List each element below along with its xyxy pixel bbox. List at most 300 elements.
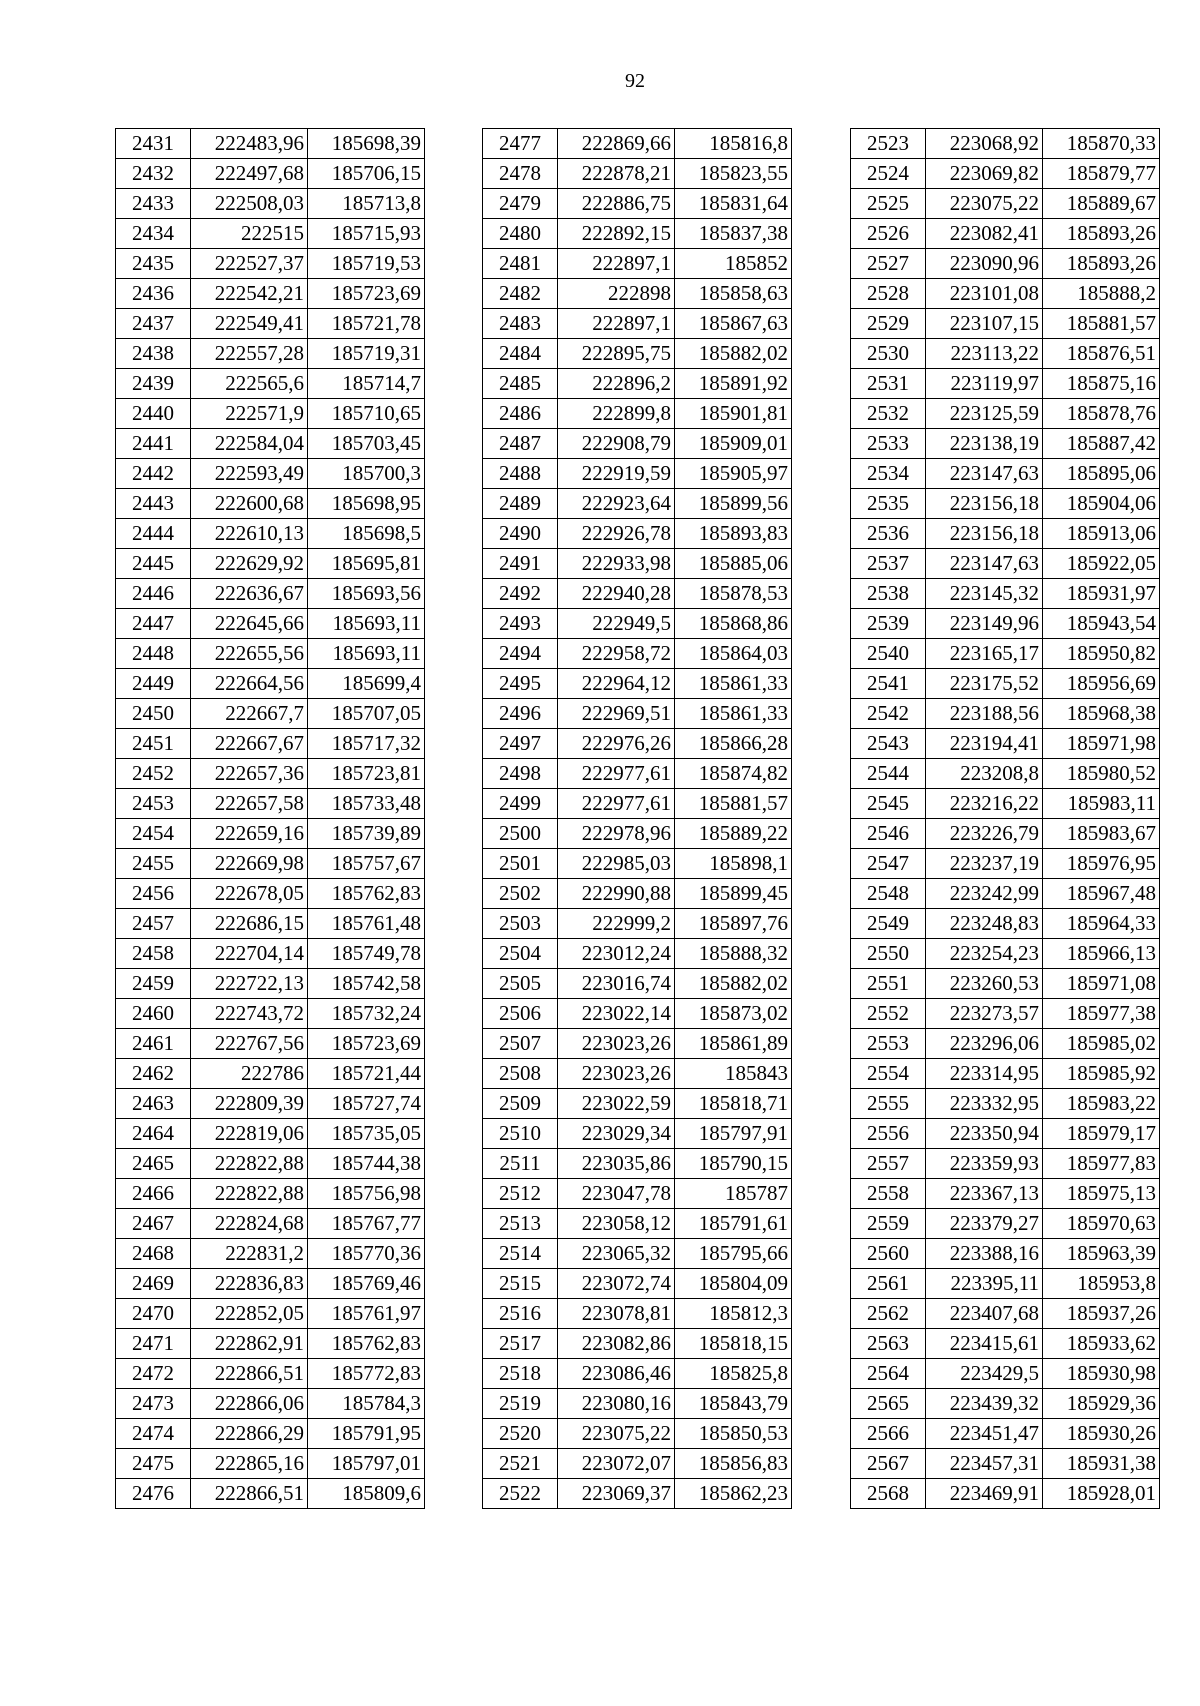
x-coordinate-cell: 223029,34 bbox=[558, 1119, 675, 1149]
x-coordinate-cell: 223016,74 bbox=[558, 969, 675, 999]
x-coordinate-cell: 223359,93 bbox=[926, 1149, 1043, 1179]
y-coordinate-cell: 185943,54 bbox=[1043, 609, 1160, 639]
x-coordinate-cell: 222527,37 bbox=[191, 249, 308, 279]
x-coordinate-cell: 223395,11 bbox=[926, 1269, 1043, 1299]
y-coordinate-cell: 185895,06 bbox=[1043, 459, 1160, 489]
point-number-cell: 2458 bbox=[116, 939, 191, 969]
y-coordinate-cell: 185966,13 bbox=[1043, 939, 1160, 969]
table-row bbox=[116, 609, 425, 639]
x-coordinate-cell: 223194,41 bbox=[926, 729, 1043, 759]
x-coordinate-cell: 223082,41 bbox=[926, 219, 1043, 249]
x-coordinate-cell: 222822,88 bbox=[191, 1149, 308, 1179]
point-number-cell: 2556 bbox=[851, 1119, 926, 1149]
x-coordinate-cell: 222483,96 bbox=[191, 129, 308, 159]
y-coordinate-cell: 185887,42 bbox=[1043, 429, 1160, 459]
point-number-cell: 2460 bbox=[116, 999, 191, 1029]
x-coordinate-cell: 222686,15 bbox=[191, 909, 308, 939]
y-coordinate-cell: 185899,56 bbox=[675, 489, 792, 519]
y-coordinate-cell: 185953,8 bbox=[1043, 1269, 1160, 1299]
y-coordinate-cell: 185812,3 bbox=[675, 1299, 792, 1329]
y-coordinate-cell: 185698,39 bbox=[308, 129, 425, 159]
y-coordinate-cell: 185963,39 bbox=[1043, 1239, 1160, 1269]
x-coordinate-cell: 222933,98 bbox=[558, 549, 675, 579]
y-coordinate-cell: 185893,26 bbox=[1043, 249, 1160, 279]
table-row bbox=[483, 729, 792, 759]
table-row bbox=[851, 519, 1160, 549]
y-coordinate-cell: 185964,33 bbox=[1043, 909, 1160, 939]
point-number-cell: 2502 bbox=[483, 879, 558, 909]
table-row bbox=[483, 279, 792, 309]
point-number-cell: 2505 bbox=[483, 969, 558, 999]
point-number-cell: 2489 bbox=[483, 489, 558, 519]
y-coordinate-cell: 185733,48 bbox=[308, 789, 425, 819]
point-number-cell: 2504 bbox=[483, 939, 558, 969]
point-number-cell: 2526 bbox=[851, 219, 926, 249]
table-row bbox=[116, 939, 425, 969]
y-coordinate-cell: 185770,36 bbox=[308, 1239, 425, 1269]
point-number-cell: 2496 bbox=[483, 699, 558, 729]
table-row bbox=[483, 579, 792, 609]
x-coordinate-cell: 222722,13 bbox=[191, 969, 308, 999]
point-number-cell: 2515 bbox=[483, 1269, 558, 1299]
x-coordinate-cell: 222515 bbox=[191, 219, 308, 249]
y-coordinate-cell: 185698,5 bbox=[308, 519, 425, 549]
table-row bbox=[116, 1329, 425, 1359]
x-coordinate-cell: 222667,67 bbox=[191, 729, 308, 759]
point-number-cell: 2534 bbox=[851, 459, 926, 489]
x-coordinate-cell: 222878,21 bbox=[558, 159, 675, 189]
point-number-cell: 2442 bbox=[116, 459, 191, 489]
x-coordinate-cell: 223090,96 bbox=[926, 249, 1043, 279]
table-row bbox=[116, 459, 425, 489]
table-row bbox=[851, 969, 1160, 999]
table-row bbox=[483, 819, 792, 849]
page-number: 92 bbox=[625, 70, 645, 92]
table-row bbox=[851, 639, 1160, 669]
y-coordinate-cell: 185710,65 bbox=[308, 399, 425, 429]
y-coordinate-cell: 185713,8 bbox=[308, 189, 425, 219]
table-row bbox=[483, 669, 792, 699]
x-coordinate-cell: 223101,08 bbox=[926, 279, 1043, 309]
y-coordinate-cell: 185717,32 bbox=[308, 729, 425, 759]
table-row bbox=[851, 759, 1160, 789]
point-number-cell: 2456 bbox=[116, 879, 191, 909]
y-coordinate-cell: 185928,01 bbox=[1043, 1479, 1160, 1509]
x-coordinate-cell: 222862,91 bbox=[191, 1329, 308, 1359]
point-number-cell: 2485 bbox=[483, 369, 558, 399]
point-number-cell: 2448 bbox=[116, 639, 191, 669]
y-coordinate-cell: 185757,67 bbox=[308, 849, 425, 879]
table-row bbox=[116, 1119, 425, 1149]
point-number-cell: 2566 bbox=[851, 1419, 926, 1449]
point-number-cell: 2482 bbox=[483, 279, 558, 309]
x-coordinate-cell: 223065,32 bbox=[558, 1239, 675, 1269]
point-number-cell: 2454 bbox=[116, 819, 191, 849]
y-coordinate-cell: 185698,95 bbox=[308, 489, 425, 519]
point-number-cell: 2531 bbox=[851, 369, 926, 399]
point-number-cell: 2465 bbox=[116, 1149, 191, 1179]
table-row bbox=[483, 1029, 792, 1059]
point-number-cell: 2567 bbox=[851, 1449, 926, 1479]
x-coordinate-cell: 222923,64 bbox=[558, 489, 675, 519]
y-coordinate-cell: 185727,74 bbox=[308, 1089, 425, 1119]
y-coordinate-cell: 185825,8 bbox=[675, 1359, 792, 1389]
table-row bbox=[483, 909, 792, 939]
x-coordinate-cell: 222919,59 bbox=[558, 459, 675, 489]
table-row bbox=[851, 429, 1160, 459]
y-coordinate-cell: 185876,51 bbox=[1043, 339, 1160, 369]
point-number-cell: 2535 bbox=[851, 489, 926, 519]
y-coordinate-cell: 185862,23 bbox=[675, 1479, 792, 1509]
table-row bbox=[116, 369, 425, 399]
table-row bbox=[851, 1389, 1160, 1419]
point-number-cell: 2435 bbox=[116, 249, 191, 279]
point-number-cell: 2469 bbox=[116, 1269, 191, 1299]
x-coordinate-cell: 222657,36 bbox=[191, 759, 308, 789]
point-number-cell: 2533 bbox=[851, 429, 926, 459]
y-coordinate-cell: 185870,33 bbox=[1043, 129, 1160, 159]
y-coordinate-cell: 185852 bbox=[675, 249, 792, 279]
x-coordinate-cell: 223237,19 bbox=[926, 849, 1043, 879]
x-coordinate-cell: 222655,56 bbox=[191, 639, 308, 669]
x-coordinate-cell: 222896,2 bbox=[558, 369, 675, 399]
point-number-cell: 2511 bbox=[483, 1149, 558, 1179]
point-number-cell: 2487 bbox=[483, 429, 558, 459]
table-row bbox=[116, 129, 425, 159]
y-coordinate-cell: 185850,53 bbox=[675, 1419, 792, 1449]
y-coordinate-cell: 185756,98 bbox=[308, 1179, 425, 1209]
x-coordinate-cell: 222964,12 bbox=[558, 669, 675, 699]
table-row bbox=[116, 849, 425, 879]
x-coordinate-cell: 223119,97 bbox=[926, 369, 1043, 399]
x-coordinate-cell: 222866,29 bbox=[191, 1419, 308, 1449]
y-coordinate-cell: 185983,22 bbox=[1043, 1089, 1160, 1119]
coordinates-table-2 bbox=[482, 128, 792, 1509]
y-coordinate-cell: 185761,48 bbox=[308, 909, 425, 939]
x-coordinate-cell: 222976,26 bbox=[558, 729, 675, 759]
y-coordinate-cell: 185983,11 bbox=[1043, 789, 1160, 819]
point-number-cell: 2548 bbox=[851, 879, 926, 909]
y-coordinate-cell: 185739,89 bbox=[308, 819, 425, 849]
table-row bbox=[116, 159, 425, 189]
table-row bbox=[851, 1209, 1160, 1239]
y-coordinate-cell: 185867,63 bbox=[675, 309, 792, 339]
y-coordinate-cell: 185795,66 bbox=[675, 1239, 792, 1269]
point-number-cell: 2474 bbox=[116, 1419, 191, 1449]
point-number-cell: 2508 bbox=[483, 1059, 558, 1089]
table-row bbox=[483, 309, 792, 339]
point-number-cell: 2481 bbox=[483, 249, 558, 279]
y-coordinate-cell: 185930,98 bbox=[1043, 1359, 1160, 1389]
point-number-cell: 2473 bbox=[116, 1389, 191, 1419]
x-coordinate-cell: 223273,57 bbox=[926, 999, 1043, 1029]
table-row bbox=[116, 1089, 425, 1119]
x-coordinate-cell: 222969,51 bbox=[558, 699, 675, 729]
y-coordinate-cell: 185714,7 bbox=[308, 369, 425, 399]
x-coordinate-cell: 223125,59 bbox=[926, 399, 1043, 429]
x-coordinate-cell: 223457,31 bbox=[926, 1449, 1043, 1479]
point-number-cell: 2512 bbox=[483, 1179, 558, 1209]
x-coordinate-cell: 223072,74 bbox=[558, 1269, 675, 1299]
x-coordinate-cell: 223113,22 bbox=[926, 339, 1043, 369]
table-row bbox=[116, 1179, 425, 1209]
x-coordinate-cell: 223175,52 bbox=[926, 669, 1043, 699]
point-number-cell: 2493 bbox=[483, 609, 558, 639]
x-coordinate-cell: 223080,16 bbox=[558, 1389, 675, 1419]
table-row bbox=[483, 1179, 792, 1209]
table-row bbox=[116, 1269, 425, 1299]
y-coordinate-cell: 185967,48 bbox=[1043, 879, 1160, 909]
table-row bbox=[483, 1089, 792, 1119]
point-number-cell: 2433 bbox=[116, 189, 191, 219]
y-coordinate-cell: 185767,77 bbox=[308, 1209, 425, 1239]
point-number-cell: 2530 bbox=[851, 339, 926, 369]
table-row bbox=[851, 1029, 1160, 1059]
point-number-cell: 2500 bbox=[483, 819, 558, 849]
table-row bbox=[116, 999, 425, 1029]
table-row bbox=[483, 1299, 792, 1329]
point-number-cell: 2568 bbox=[851, 1479, 926, 1509]
point-number-cell: 2540 bbox=[851, 639, 926, 669]
y-coordinate-cell: 185931,97 bbox=[1043, 579, 1160, 609]
point-number-cell: 2506 bbox=[483, 999, 558, 1029]
point-number-cell: 2509 bbox=[483, 1089, 558, 1119]
point-number-cell: 2455 bbox=[116, 849, 191, 879]
y-coordinate-cell: 185901,81 bbox=[675, 399, 792, 429]
y-coordinate-cell: 185930,26 bbox=[1043, 1419, 1160, 1449]
y-coordinate-cell: 185905,97 bbox=[675, 459, 792, 489]
table-row bbox=[483, 1359, 792, 1389]
y-coordinate-cell: 185888,2 bbox=[1043, 279, 1160, 309]
table-row bbox=[483, 849, 792, 879]
table-row bbox=[851, 159, 1160, 189]
point-number-cell: 2513 bbox=[483, 1209, 558, 1239]
y-coordinate-cell: 185904,06 bbox=[1043, 489, 1160, 519]
x-coordinate-cell: 223023,26 bbox=[558, 1059, 675, 1089]
x-coordinate-cell: 223208,8 bbox=[926, 759, 1043, 789]
y-coordinate-cell: 185818,71 bbox=[675, 1089, 792, 1119]
table-row bbox=[851, 459, 1160, 489]
y-coordinate-cell: 185762,83 bbox=[308, 1329, 425, 1359]
table-row bbox=[483, 1419, 792, 1449]
point-number-cell: 2475 bbox=[116, 1449, 191, 1479]
y-coordinate-cell: 185985,92 bbox=[1043, 1059, 1160, 1089]
x-coordinate-cell: 223451,47 bbox=[926, 1419, 1043, 1449]
table-row bbox=[116, 1299, 425, 1329]
point-number-cell: 2543 bbox=[851, 729, 926, 759]
table-row bbox=[851, 489, 1160, 519]
table-row bbox=[851, 939, 1160, 969]
point-number-cell: 2563 bbox=[851, 1329, 926, 1359]
x-coordinate-cell: 223149,96 bbox=[926, 609, 1043, 639]
x-coordinate-cell: 223188,56 bbox=[926, 699, 1043, 729]
point-number-cell: 2529 bbox=[851, 309, 926, 339]
x-coordinate-cell: 223072,07 bbox=[558, 1449, 675, 1479]
y-coordinate-cell: 185693,11 bbox=[308, 609, 425, 639]
table-row bbox=[851, 1419, 1160, 1449]
x-coordinate-cell: 223429,5 bbox=[926, 1359, 1043, 1389]
x-coordinate-cell: 222549,41 bbox=[191, 309, 308, 339]
point-number-cell: 2486 bbox=[483, 399, 558, 429]
table-row bbox=[483, 1389, 792, 1419]
y-coordinate-cell: 185695,81 bbox=[308, 549, 425, 579]
table-row bbox=[483, 249, 792, 279]
x-coordinate-cell: 222819,06 bbox=[191, 1119, 308, 1149]
point-number-cell: 2440 bbox=[116, 399, 191, 429]
point-number-cell: 2434 bbox=[116, 219, 191, 249]
table-row bbox=[483, 399, 792, 429]
y-coordinate-cell: 185804,09 bbox=[675, 1269, 792, 1299]
y-coordinate-cell: 185971,98 bbox=[1043, 729, 1160, 759]
point-number-cell: 2453 bbox=[116, 789, 191, 819]
y-coordinate-cell: 185977,83 bbox=[1043, 1149, 1160, 1179]
x-coordinate-cell: 222990,88 bbox=[558, 879, 675, 909]
table-row bbox=[116, 219, 425, 249]
y-coordinate-cell: 185831,64 bbox=[675, 189, 792, 219]
x-coordinate-cell: 222836,83 bbox=[191, 1269, 308, 1299]
x-coordinate-cell: 222985,03 bbox=[558, 849, 675, 879]
x-coordinate-cell: 222664,56 bbox=[191, 669, 308, 699]
x-coordinate-cell: 222831,2 bbox=[191, 1239, 308, 1269]
x-coordinate-cell: 223069,37 bbox=[558, 1479, 675, 1509]
table-row bbox=[851, 309, 1160, 339]
table-row bbox=[851, 879, 1160, 909]
table-row bbox=[116, 759, 425, 789]
table-row bbox=[851, 249, 1160, 279]
table-row bbox=[116, 639, 425, 669]
x-coordinate-cell: 222895,75 bbox=[558, 339, 675, 369]
y-coordinate-cell: 185700,3 bbox=[308, 459, 425, 489]
x-coordinate-cell: 223082,86 bbox=[558, 1329, 675, 1359]
table-row bbox=[851, 1089, 1160, 1119]
y-coordinate-cell: 185744,38 bbox=[308, 1149, 425, 1179]
y-coordinate-cell: 185797,01 bbox=[308, 1449, 425, 1479]
x-coordinate-cell: 223469,91 bbox=[926, 1479, 1043, 1509]
y-coordinate-cell: 185723,69 bbox=[308, 279, 425, 309]
x-coordinate-cell: 222600,68 bbox=[191, 489, 308, 519]
point-number-cell: 2443 bbox=[116, 489, 191, 519]
table-row bbox=[116, 1059, 425, 1089]
y-coordinate-cell: 185749,78 bbox=[308, 939, 425, 969]
point-number-cell: 2483 bbox=[483, 309, 558, 339]
point-number-cell: 2450 bbox=[116, 699, 191, 729]
y-coordinate-cell: 185784,3 bbox=[308, 1389, 425, 1419]
y-coordinate-cell: 185956,69 bbox=[1043, 669, 1160, 699]
table-row bbox=[483, 159, 792, 189]
table-row bbox=[483, 549, 792, 579]
point-number-cell: 2510 bbox=[483, 1119, 558, 1149]
point-number-cell: 2544 bbox=[851, 759, 926, 789]
table-row bbox=[483, 339, 792, 369]
x-coordinate-cell: 223314,95 bbox=[926, 1059, 1043, 1089]
point-number-cell: 2464 bbox=[116, 1119, 191, 1149]
x-coordinate-cell: 222669,98 bbox=[191, 849, 308, 879]
point-number-cell: 2494 bbox=[483, 639, 558, 669]
table-row bbox=[483, 1059, 792, 1089]
x-coordinate-cell: 223156,18 bbox=[926, 519, 1043, 549]
y-coordinate-cell: 185929,36 bbox=[1043, 1389, 1160, 1419]
x-coordinate-cell: 222704,14 bbox=[191, 939, 308, 969]
x-coordinate-cell: 223075,22 bbox=[926, 189, 1043, 219]
point-number-cell: 2553 bbox=[851, 1029, 926, 1059]
x-coordinate-cell: 222565,6 bbox=[191, 369, 308, 399]
y-coordinate-cell: 185971,08 bbox=[1043, 969, 1160, 999]
point-number-cell: 2558 bbox=[851, 1179, 926, 1209]
x-coordinate-cell: 223047,78 bbox=[558, 1179, 675, 1209]
x-coordinate-cell: 222899,8 bbox=[558, 399, 675, 429]
y-coordinate-cell: 185703,45 bbox=[308, 429, 425, 459]
y-coordinate-cell: 185875,16 bbox=[1043, 369, 1160, 399]
point-number-cell: 2462 bbox=[116, 1059, 191, 1089]
x-coordinate-cell: 223069,82 bbox=[926, 159, 1043, 189]
table-row bbox=[116, 669, 425, 699]
table-row bbox=[851, 1449, 1160, 1479]
point-number-cell: 2517 bbox=[483, 1329, 558, 1359]
point-number-cell: 2468 bbox=[116, 1239, 191, 1269]
table-row bbox=[851, 549, 1160, 579]
point-number-cell: 2541 bbox=[851, 669, 926, 699]
y-coordinate-cell: 185864,03 bbox=[675, 639, 792, 669]
table-row bbox=[851, 579, 1160, 609]
table-row bbox=[483, 489, 792, 519]
x-coordinate-cell: 222866,51 bbox=[191, 1479, 308, 1509]
point-number-cell: 2431 bbox=[116, 129, 191, 159]
x-coordinate-cell: 222949,5 bbox=[558, 609, 675, 639]
y-coordinate-cell: 185874,82 bbox=[675, 759, 792, 789]
table-row bbox=[851, 399, 1160, 429]
table-row bbox=[483, 369, 792, 399]
point-number-cell: 2470 bbox=[116, 1299, 191, 1329]
point-number-cell: 2501 bbox=[483, 849, 558, 879]
y-coordinate-cell: 185950,82 bbox=[1043, 639, 1160, 669]
x-coordinate-cell: 223332,95 bbox=[926, 1089, 1043, 1119]
x-coordinate-cell: 223296,06 bbox=[926, 1029, 1043, 1059]
y-coordinate-cell: 185732,24 bbox=[308, 999, 425, 1029]
y-coordinate-cell: 185843 bbox=[675, 1059, 792, 1089]
y-coordinate-cell: 185762,83 bbox=[308, 879, 425, 909]
x-coordinate-cell: 222659,16 bbox=[191, 819, 308, 849]
point-number-cell: 2441 bbox=[116, 429, 191, 459]
x-coordinate-cell: 222869,66 bbox=[558, 129, 675, 159]
point-number-cell: 2491 bbox=[483, 549, 558, 579]
table-row bbox=[116, 789, 425, 819]
table-row bbox=[483, 1329, 792, 1359]
x-coordinate-cell: 223260,53 bbox=[926, 969, 1043, 999]
table-row bbox=[851, 189, 1160, 219]
table-row bbox=[851, 999, 1160, 1029]
y-coordinate-cell: 185879,77 bbox=[1043, 159, 1160, 189]
y-coordinate-cell: 185861,33 bbox=[675, 669, 792, 699]
point-number-cell: 2549 bbox=[851, 909, 926, 939]
table-row bbox=[116, 1479, 425, 1509]
point-number-cell: 2507 bbox=[483, 1029, 558, 1059]
table-row bbox=[851, 219, 1160, 249]
point-number-cell: 2476 bbox=[116, 1479, 191, 1509]
table-row bbox=[851, 609, 1160, 639]
x-coordinate-cell: 222542,21 bbox=[191, 279, 308, 309]
table-row bbox=[483, 1269, 792, 1299]
y-coordinate-cell: 185797,91 bbox=[675, 1119, 792, 1149]
point-number-cell: 2564 bbox=[851, 1359, 926, 1389]
x-coordinate-cell: 223156,18 bbox=[926, 489, 1043, 519]
x-coordinate-cell: 222657,58 bbox=[191, 789, 308, 819]
point-number-cell: 2439 bbox=[116, 369, 191, 399]
table-row bbox=[483, 459, 792, 489]
point-number-cell: 2463 bbox=[116, 1089, 191, 1119]
point-number-cell: 2466 bbox=[116, 1179, 191, 1209]
x-coordinate-cell: 223035,86 bbox=[558, 1149, 675, 1179]
point-number-cell: 2444 bbox=[116, 519, 191, 549]
